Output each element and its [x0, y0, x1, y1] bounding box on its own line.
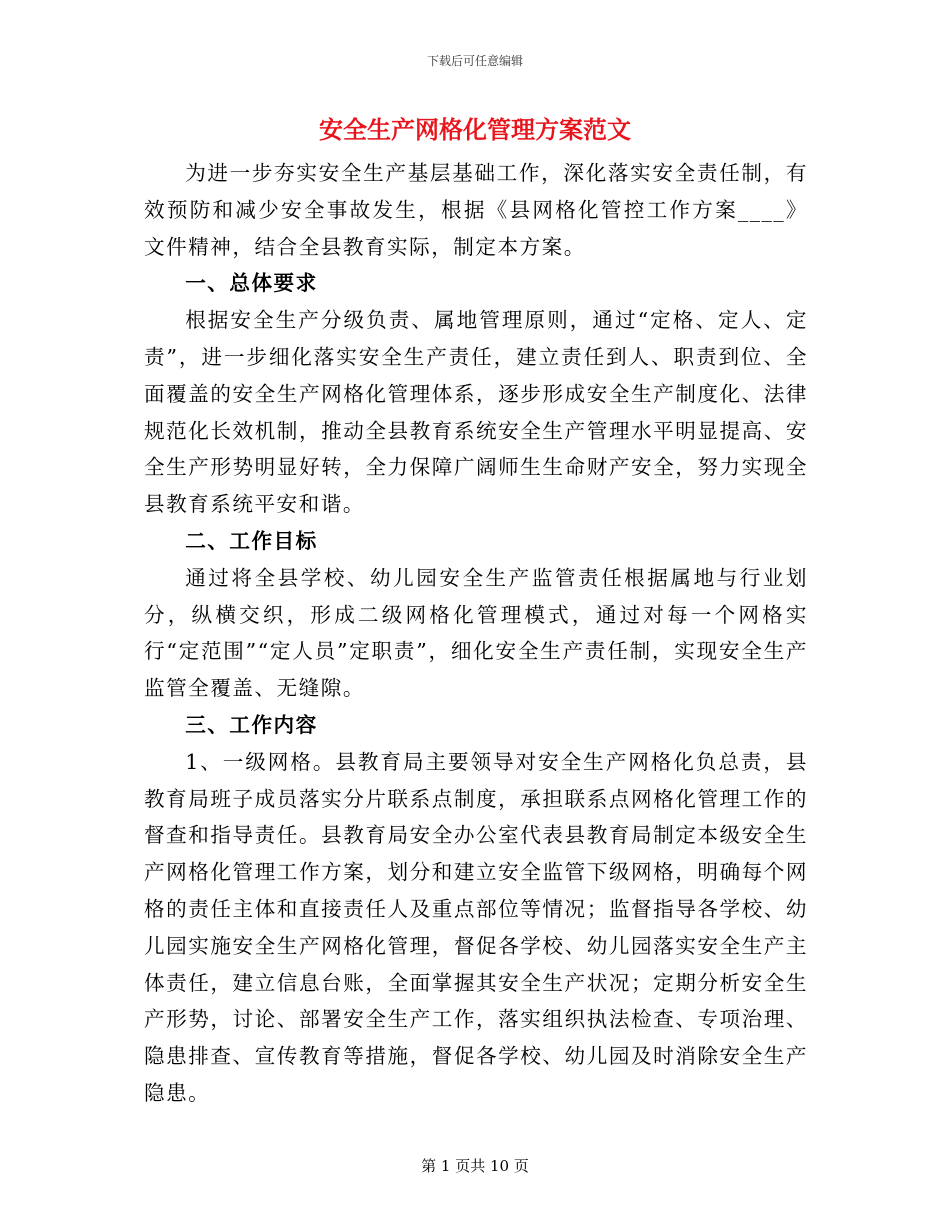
section-heading-work-content: 三、工作内容	[185, 712, 318, 737]
document-body	[144, 155, 808, 1112]
intro-paragraph: 为进一步夯实安全生产基层基础工作，深化落实安全责任制，有效预防和减少安全事故发生，根据《县网格化管控工作方案____》文件精神，结合全县教育实际，制定本方案。	[144, 161, 808, 259]
page-number: 第 1 页共 10 页	[421, 1157, 529, 1175]
section-paragraph-work-goals: 通过将全县学校、幼儿园安全生产监管责任根据属地与行业划分，纵横交织，形成二级网格化管理模式，通过对每一个网格实行“定范围”“定人员”定职责”，细化安全生产责任制，实现安全生产监管全覆盖、无缝隙。	[144, 565, 808, 701]
document-title: 安全生产网格化管理方案范文	[319, 116, 631, 144]
page-header: 下载后可任意编辑	[426, 54, 523, 68]
section-heading-overall-requirements: 一、总体要求	[185, 271, 318, 296]
section-paragraph-overall-requirements: 根据安全生产分级负责、属地管理原则，通过“定格、定人、定责”，进一步细化落实安全生产责任，建立责任到人、职责到位、全面覆盖的安全生产网格化管理体系，逐步形成安全生产制度化、法律规范化长效机制，推动全县教育系统安全生产管理水平明显提高、安全生产形势明显好转，全力保障广阔师生生命财产安全，努力实现全县教育系统平安和谐。	[144, 308, 808, 517]
section-heading-work-goals: 二、工作目标	[185, 528, 318, 553]
section-paragraph-work-content: 1、一级网格。县教育局主要领导对安全生产网格化负总责，县教育局班子成员落实分片联系点制度，承担联系点网格化管理工作的督查和指导责任。县教育局安全办公室代表县教育局制定本级安全生产网格化管理工作方案，划分和建立安全监管下级网格，明确每个网格的责任主体和直接责任人及重点部位等情况；监督指导各学校、幼儿园实施安全生产网格化管理，督促各学校、幼儿园落实安全生产主体责任，建立信息台账，全面掌握其安全生产状况；定期分析安全生产形势，讨论、部署安全生产工作，落实组织执法检查、专项治理、隐患排查、宣传教育等措施，督促各学校、幼儿园及时消除安全生产隐患。	[144, 749, 808, 1105]
